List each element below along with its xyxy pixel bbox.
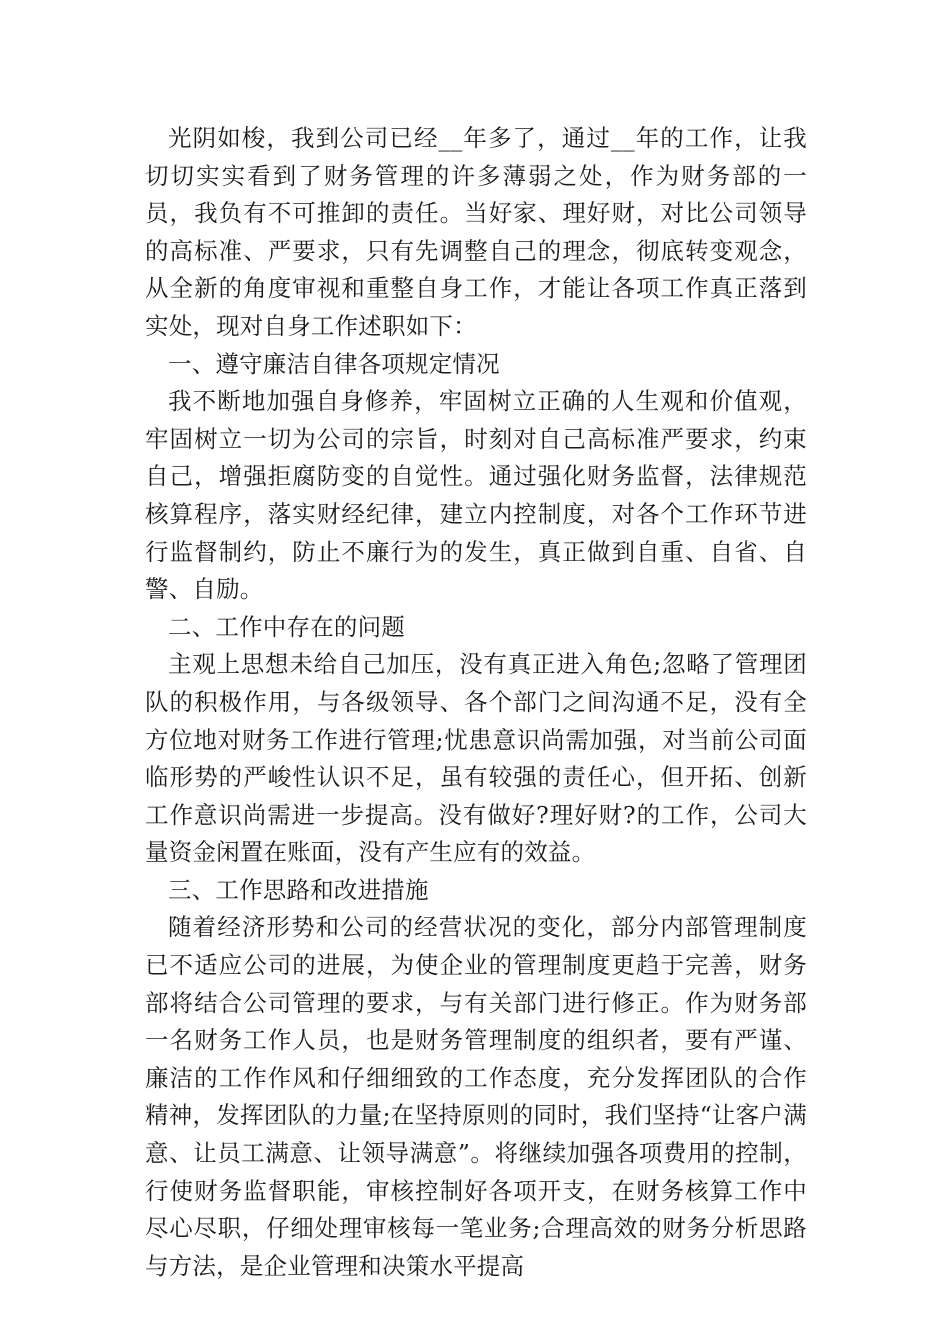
section-1-paragraph: 我不断地加强自身修养，牢固树立正确的人生观和价值观，牢固树立一切为公司的宗旨，时刻对自己高标准严要求，约束自己，增强拒腐防变的自觉性。通过强化财务监督，法律规范核算程序，落实财经纪律，建立内控制度，对各个工作环节进行监督制约，防止不廉行为的发生，真正做到自重、自省、自警、自励。 (145, 387, 807, 604)
intro-paragraph: 光阴如梭，我到公司已经__年多了，通过__年的工作，让我切切实实看到了财务管理的许多薄弱之处，作为财务部的一员，我负有不可推卸的责任。当好家、理好财，对比公司领导的高标准、严要求，只有先调整自己的理念，彻底转变观念，从全新的角度审视和重整自身工作，才能让各项工作真正落到实处，现对自身工作述职如下： (145, 124, 807, 340)
section-heading-1: 一、遵守廉洁自律各项规定情况 (168, 349, 500, 378)
section-3-paragraph: 随着经济形势和公司的经营状况的变化，部分内部管理制度已不适应公司的进展，为使企业的管理制度更趋于完善，财务部将结合公司管理的要求，与有关部门进行修正。作为财务部一名财务工作人员，也是财务管理制度的组织者，要有严谨、廉洁的工作作风和仔细细致的工作态度，充分发挥团队的合作精神，发挥团队的力量;在坚持原则的同时，我们坚持“让客户满意、让员工满意、让领导满意”。将继续加强各项费用的控制，行使财务监督职能，审核控制好各项开支，在财务核算工作中尽心尽职，仔细处理审核每一笔业务;合理高效的财务分析思路与方法，是企业管理和决策水平提高 (145, 913, 807, 1280)
document-body (145, 120, 807, 1285)
section-heading-3: 三、工作思路和改进措施 (168, 875, 429, 904)
section-heading-2: 二、工作中存在的问题 (168, 612, 405, 641)
section-2-paragraph: 主观上思想未给自己加压，没有真正进入角色;忽略了管理团队的积极作用，与各级领导、各个部门之间沟通不足，没有全方位地对财务工作进行管理;忧患意识尚需加强，对当前公司面临形势的严峻性认识不足，虽有较强的责任心，但开拓、创新工作意识尚需进一步提高。没有做好?理好财?的工作，公司大量资金闲置在账面，没有产生应有的效益。 (145, 650, 807, 867)
